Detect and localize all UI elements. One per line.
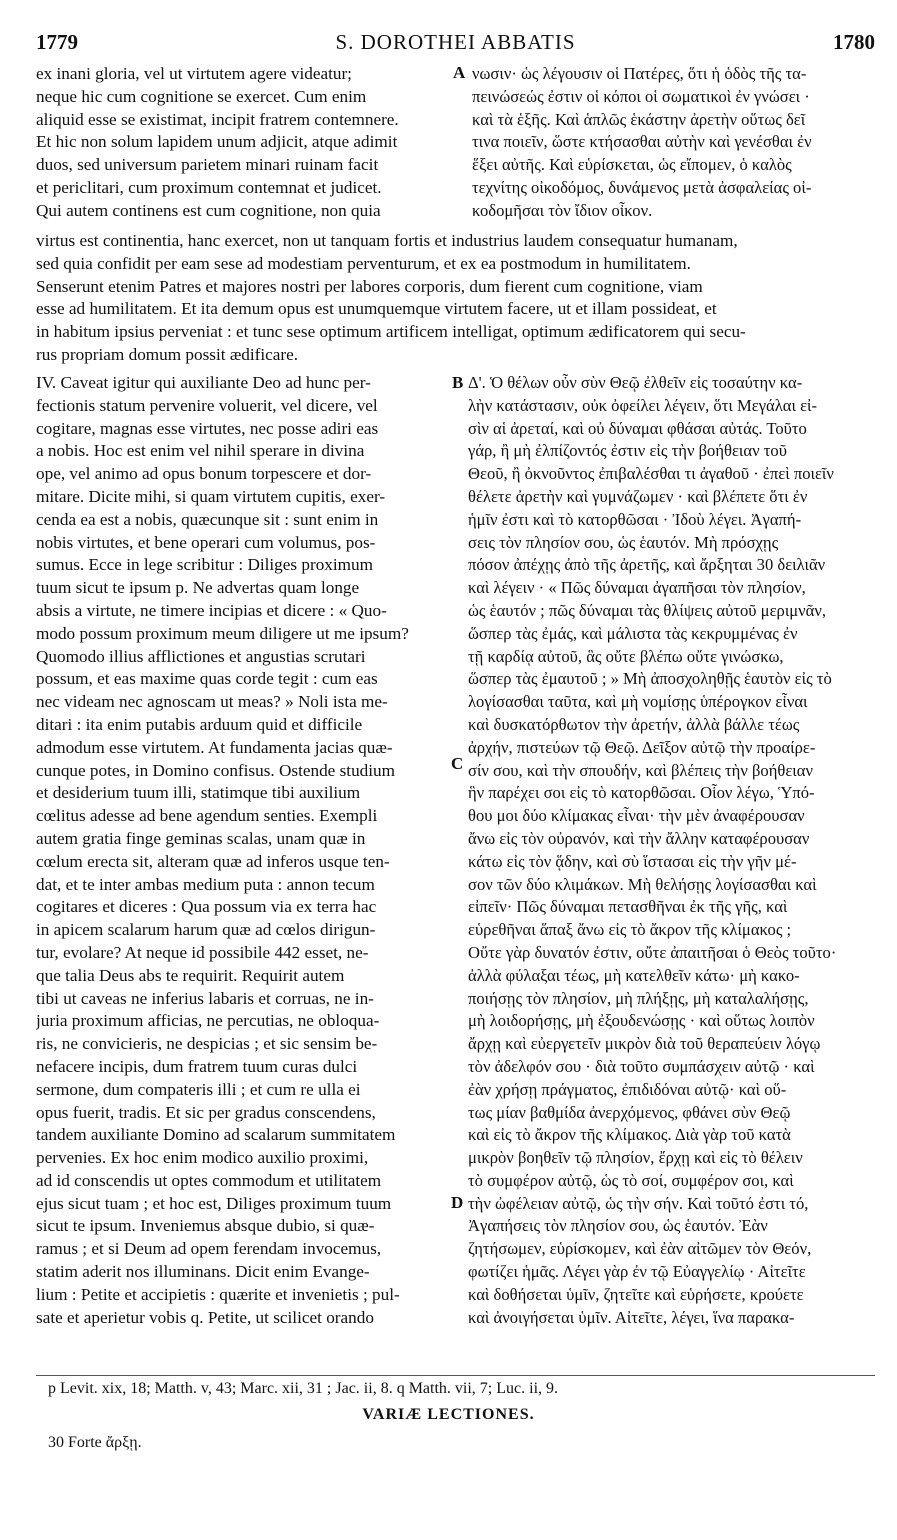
margin-letter-a: A	[453, 63, 466, 82]
greek-text-line: θέλετε ἀρετὴν καὶ γυμνάζωμεν · καὶ βλέπετε ὅτι ἐν	[468, 486, 808, 506]
greek-text-line: κάτω εἰς τὸν ᾅδην, καὶ σὺ ἵστασαι εἰς τὴν γῆν μέ-	[468, 851, 797, 871]
latin-text-line: Et hic non solum lapidem unum adjicit, atque adimit	[36, 132, 398, 152]
margin-letter-b: B	[452, 373, 464, 392]
latin-text-line: dat, et te inter ambas medium puta : annon tecum	[36, 874, 375, 894]
latin-text-line: statim aderit nos illuminans. Dicit enim Evange-	[36, 1262, 370, 1282]
greek-text-line: τὴν ὠφέλειαν αὐτῷ, ὡς τὴν σήν. Καὶ τοῦτό ἐστι τό,	[468, 1193, 809, 1213]
greek-column-main	[468, 372, 880, 1329]
latin-text-line: ditari : ita enim putabis arduum quid et difficile	[36, 714, 363, 734]
latin-text-line: ramus ; et si Deum ad opem ferendam invocemus,	[36, 1239, 382, 1259]
greek-text-line: τὸν ἀδελφόν σου · διὰ τοῦτο συμπάσχειν αὐτῷ · καὶ	[468, 1056, 815, 1076]
latin-text-line: cœlum erecta sit, alteram quæ ad inferos usque ten-	[36, 851, 390, 871]
greek-text-line: καὶ ἀνοιγήσεται ὑμῖν. Αἰτεῖτε, λέγει, ἵνα παρακα-	[468, 1307, 795, 1327]
latin-text-line: nefacere incipis, dum fratrem tuum curas dulci	[36, 1056, 358, 1076]
greek-text-line: Οὔτε γὰρ δυνατόν ἐστιν, οὔτε ἀπαιτῆσαι ὁ Θεὸς τοῦτο·	[468, 942, 837, 962]
latin-text-line: cenda ea est a nobis, quæcunque sit : sunt enim in	[36, 509, 379, 529]
greek-text-line: τῇ καρδίᾳ αὐτοῦ, ἃς οὔτε βλέπω οὔτε γινώσκω,	[468, 646, 784, 666]
latin-text-line: absis a virtute, ne timere incipias et dicere : « Quo-	[36, 600, 387, 620]
greek-text-line: ζητήσωμεν, εὑρίσκομεν, καὶ ἐὰν αἰτῶμεν τὸν Θεόν,	[468, 1239, 812, 1259]
greek-text-line: ἀρχήν, πιστεύων τῷ Θεῷ. Δεῖξον αὐτῷ τὴν προαίρε-	[468, 737, 816, 757]
greek-text-line: Θεοῦ, ἢ ὀκνοῦντος ἐπιβαλέσθαι τι ἀγαθοῦ · ἐπεὶ ποιεῖν	[468, 464, 834, 484]
greek-text-line: πόσον ἀπέχῃς ἀπὸ τῆς ἀρετῆς, καὶ ἄρξηται 30 δειλιᾶν	[468, 555, 826, 575]
greek-text-line: σεις τὸν πλησίον σου, ὡς ἑαυτόν. Μὴ πρόσχῃς	[468, 532, 779, 552]
margin-letter-d: D	[451, 1193, 464, 1212]
latin-text-line: et desiderium tuum illi, statimque tibi auxilium	[36, 783, 361, 803]
latin-text-line: pervenies. Ex hoc enim modico auxilio proximi,	[36, 1148, 369, 1168]
greek-text-line: ὥσπερ τὰς ἐμαυτοῦ ; » Μὴ ἀποσχοληθῇς ἑαυτὸν εἰς τὸ	[468, 669, 832, 689]
latin-text-line: opus fuerit, tradis. Et sic per gradus conscendens,	[36, 1102, 376, 1122]
latin-text-line: ex inani gloria, vel ut virtutem agere videatur;	[36, 64, 352, 83]
latin-text-line: ejus sicut tuam ; et hoc est, Diliges proximum tuum	[36, 1193, 392, 1213]
page-header	[36, 30, 875, 60]
footnote-divider	[36, 1375, 875, 1376]
latin-text-line: aliquid esse se existimat, incipit fratrem contemnere.	[36, 109, 399, 129]
latin-text-line: a nobis. Hoc est enim vel nihil sperare in divina	[36, 441, 365, 461]
latin-text-line: cogitare, magnas esse virtutes, nec posse adiri eas	[36, 418, 379, 438]
scripture-references: p Levit. xix, 18; Matth. v, 43; Marc. xii, 31 ; Jac. ii, 8. q Matth. vii, 7; Luc. ii, 9.	[48, 1380, 559, 1397]
latin-text-line: in apicem scalarum harum quæ ad cœlos dirigun-	[36, 920, 376, 940]
greek-text-line: τεχνίτης οἰκοδόμος, δυνάμενος μετὰ ἀσφαλείας οἰ-	[472, 177, 812, 197]
greek-text-line: Δ'. Ὁ θέλων οὖν σὺν Θεῷ ἐλθεῖν εἰς τοσαύτην κα-	[468, 373, 803, 392]
latin-text-line: rus propriam domum possit ædificare.	[36, 344, 299, 364]
greek-text-line: πεινώσεώς ἐστιν οἱ κόποι οἱ σωματικοὶ ἐν γνώσει ·	[472, 86, 810, 106]
greek-text-line: τὸ συμφέρον αὐτῷ, ὡς τὸ σοί, συμφέρον σοι, καὶ	[468, 1170, 794, 1190]
margin-letter-c: C	[451, 754, 464, 773]
latin-text-line: cogitares et diceres : Qua possum via ex terra hac	[36, 897, 377, 917]
latin-text-line: possum, et eas maxime quas corde tegit : cum eas	[36, 669, 378, 689]
running-title: S. DOROTHEI ABBATIS	[335, 30, 576, 54]
greek-text-line: ἣν παρέχει σοι εἰς τὸ κατορθῶσαι. Οἷον λέγω, Ὑπό-	[468, 783, 815, 803]
latin-text-line: sermone, dum compateris illi ; et cum re ulla ei	[36, 1079, 361, 1099]
latin-text-line: nec videam nec agnoscam ut meas? » Noli ista me-	[36, 692, 388, 712]
variae-lectiones-heading: VARIÆ LECTIONES.	[362, 1406, 535, 1423]
latin-column-top	[36, 63, 454, 223]
greek-text-line: Ἀγαπήσεις τὸν πλησίον σου, ὡς ἑαυτόν. Ἐὰν	[468, 1216, 768, 1236]
latin-text-line: cœlitus adesse ad bene agendum senties. Exempli	[36, 806, 378, 826]
greek-text-line: ὡς ἑαυτόν ; πῶς δύναμαι τὰς θλίψεις αὐτοῦ μεριμνᾶν,	[468, 600, 827, 620]
latin-text-line: lium : Petite et accipietis : quærite et invenietis ; pul-	[36, 1284, 400, 1304]
greek-text-line: τινα ποιεῖν, ὥστε κτήσασθαι αὐτὴν καὶ γενέσθαι ἐν	[472, 132, 812, 152]
latin-text-line: sate et aperietur vobis q. Petite, ut scilicet orando	[36, 1307, 374, 1327]
latin-text-line: tandem auxiliante Domino ad scalarum summitatem	[36, 1125, 396, 1145]
latin-text-line: nobis virtutes, et bene operari cum volumus, pos-	[36, 532, 376, 552]
greek-text-line: σίν σου, καὶ τὴν σπουδήν, καὶ βλέπεις τὴν βοήθειαν	[468, 760, 813, 780]
latin-text-line: virtus est continentia, hanc exercet, non ut tanquam fortis et industrius laudem consequatur humanam,	[36, 231, 738, 250]
greek-text-line: καὶ λέγειν · « Πῶς δύναμαι ἀγαπῆσαι τὸν πλησίον,	[468, 578, 806, 598]
greek-text-line: φωτίζει ἡμᾶς. Λέγει γὰρ ἐν τῷ Εὐαγγελίῳ · Αἰτεῖτε	[468, 1262, 806, 1282]
greek-text-line: καὶ δυσκατόρθωτον τὴν ἀρετήν, ἀλλὰ βάλλε τέως	[468, 714, 800, 734]
latin-text-line: neque hic cum cognitione se exercet. Cum enim	[36, 86, 367, 106]
greek-text-line: καὶ τὰ ἑξῆς. Καὶ ἁπλῶς ἑκάστην ἀρετὴν οὕτως δεῖ	[472, 109, 806, 129]
latin-text-line: modo possum proximum meum diligere ut me ipsum?	[36, 623, 409, 643]
greek-text-line: εἰπεῖν· Πῶς δύναμαι πετασθῆναι ἐκ τῆς γῆς, καὶ	[468, 897, 788, 917]
latin-text-line: autem gratia finge geminas scalas, unam quæ in	[36, 828, 366, 848]
latin-text-line: Quomodo illius afflictiones et angustias scrutari	[36, 646, 366, 666]
latin-full-width-block	[36, 230, 880, 367]
latin-text-line: Qui autem continens est cum cognitione, non quia	[36, 200, 381, 220]
latin-text-line: sicut te ipsum. Inveniemus absque dubio, si quæ-	[36, 1216, 375, 1236]
left-column-number: 1779	[36, 30, 78, 54]
greek-text-line: μικρὸν βοηθεῖν τῷ πλησίον, ἔρχῃ καὶ εἰς τὸ θέλειν	[468, 1148, 803, 1168]
greek-text-line: ἄνω εἰς τὸν οὐρανόν, καὶ τὴν ἄλλην καταφέρουσαν	[468, 828, 810, 848]
greek-text-line: ἕξει αὐτῆς. Καὶ εὑρίσκεται, ὡς εἴπομεν, ὁ καλὸς	[472, 155, 792, 175]
greek-text-line: κοδομῆσαι τὸν ἴδιον οἶκον.	[472, 200, 653, 220]
greek-text-line: μὴ λοιδορήσῃς, μὴ ἐξουδενώσῃς · καὶ οὕτως λοιπὸν	[468, 1011, 815, 1031]
greek-text-line: σον τῶν δύο κλιμάκων. Μὴ θελήσῃς λογίσασθαι καὶ	[468, 874, 817, 894]
latin-text-line: admodum esse virtutem. At fundamenta jacias quæ-	[36, 737, 393, 757]
latin-text-line: tibi ut caveas ne inferius labaris et corruas, ne in-	[36, 988, 374, 1008]
latin-column-main	[36, 372, 450, 1329]
greek-text-line: νωσιν· ὡς λέγουσιν οἱ Πατέρες, ὅτι ἡ ὁδὸς τῆς τα-	[472, 64, 807, 83]
greek-text-line: ἀλλὰ φύλαξαι τέως, μὴ κατελθεῖν κάτω· μὴ κακο-	[468, 965, 800, 985]
latin-text-line: mitare. Dicite mihi, si quam virtutem cupitis, exer-	[36, 486, 386, 506]
greek-text-line: εὑρεθῆναι ἅπαξ ἄνω εἰς τὸ ἄκρον τῆς κλίμακος ;	[468, 920, 792, 940]
latin-text-line: tuum sicut te ipsum p. Ne advertas quam longe	[36, 578, 360, 598]
right-column-number: 1780	[832, 30, 875, 54]
latin-text-line: duos, sed universum parietem minari ruinam facit	[36, 155, 379, 175]
latin-text-line: juria proximum afficias, ne percutias, ne obloqua-	[36, 1011, 380, 1031]
latin-text-line: tur, evolare? At neque id possibile 442 esset, ne-	[36, 942, 369, 962]
latin-text-line: IV. Caveat igitur qui auxiliante Deo ad hunc per-	[36, 373, 371, 392]
greek-column-top	[472, 63, 877, 223]
latin-text-line: cunque potes, in Domino confisus. Ostende studium	[36, 760, 395, 780]
greek-text-line: σὶν αἱ ἀρεταί, καὶ οὐ δύναμαι φθάσαι αὐτάς. Τοῦτο	[468, 418, 807, 438]
latin-text-line: in habitum ipsius perveniat : et tunc sese optimum artificem intelligat, optimum ædificatorem qui secu-	[36, 322, 746, 342]
greek-text-line: καὶ δοθήσεται ὑμῖν, ζητεῖτε καὶ εὑρήσετε, κρούετε	[468, 1284, 804, 1304]
greek-text-line: θου μοι δύο κλίμακας εἶναι· τὴν μὲν ἀναφέρουσαν	[468, 806, 805, 826]
greek-text-line: καὶ εἰς τὸ ἄκρον τῆς κλίμακος. Διὰ γὰρ τοῦ κατὰ	[468, 1125, 791, 1145]
greek-text-line: τως μίαν βαθμίδα ἀνερχόμενος, φθάνει σὺν Θεῷ	[468, 1102, 791, 1122]
latin-text-line: ris, ne convicieris, ne despicias ; et sic sensim be-	[36, 1034, 378, 1054]
greek-text-line: ἐὰν χρήσῃ πράγματος, ἐπιδιδόναι αὐτῷ· καὶ οὕ-	[468, 1079, 787, 1099]
greek-text-line: ποιήσῃς τὸν πλησίον, μὴ πλήξῃς, μὴ καταλαλήσῃς,	[468, 988, 809, 1008]
latin-text-line: que talia Deus abs te requirit. Requirit autem	[36, 965, 345, 985]
greek-text-line: λογίσασθαι ταῦτα, καὶ μὴ νομίσῃς ὑπέρογκον εἶναι	[468, 692, 808, 712]
variant-reading: 30 Forte ἄρξῃ.	[48, 1434, 142, 1451]
greek-text-line: λὴν κατάστασιν, οὐκ ὀφείλει λέγειν, ὅτι Μεγάλαι εἰ-	[468, 395, 818, 415]
greek-text-line: γάρ, ἢ μὴ ἐλπίζοντός ἐστιν εἰς τὴν βοήθειαν τοῦ	[468, 441, 787, 461]
greek-text-line: ἡμῖν ἐστι καὶ τὸ κατορθῶσαι · Ἰδοὺ λέγει. Ἀγαπή-	[468, 509, 802, 529]
latin-text-line: esse ad humilitatem. Et ita demum opus est unumquemque virtutem facere, ut et illam possideat, et	[36, 299, 717, 319]
latin-text-line: et periclitari, cum proximum contemnat et judicet.	[36, 177, 382, 197]
latin-text-line: sed quia confidit per eam sese ad modestiam perventurum, et ex ea postmodum in humilitatem.	[36, 253, 691, 273]
latin-text-line: fectionis statum pervenire voluerit, vel dicere, vel	[36, 395, 378, 415]
latin-text-line: ad id conscendis ut optes commodum et utilitatem	[36, 1170, 382, 1190]
latin-text-line: ope, vel animo ad opus bonum torpescere et dor-	[36, 464, 372, 484]
latin-text-line: sumus. Ecce in lege scribitur : Diliges proximum	[36, 555, 374, 575]
greek-text-line: ὥσπερ τὰς ἐμάς, καὶ μάλιστα τὰς κεκρυμμένας ἐν	[468, 623, 798, 643]
greek-text-line: ἄρχῃ καὶ εὐεργετεῖν μικρὸν διὰ τοῦ θεραπεύειν λόγῳ	[468, 1034, 821, 1054]
latin-text-line: Senserunt etenim Patres et majores nostri per labores corporis, dum fierent cum cognitione, viam	[36, 276, 703, 296]
